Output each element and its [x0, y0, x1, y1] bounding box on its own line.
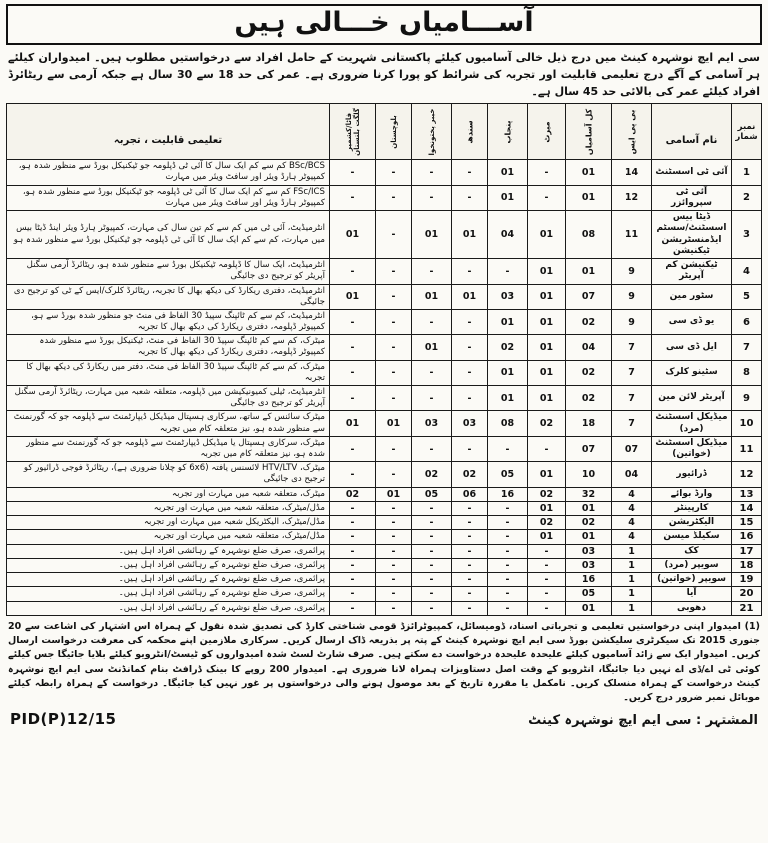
cell-kpk: - — [412, 360, 452, 385]
cell-serial: 17 — [732, 544, 762, 558]
cell-fata: - — [330, 462, 376, 487]
notes-paragraph: (1) امیدوار اپنی درخواستیں تعلیمی و تجرباتی اسناد، ڈومیسائل، کمپیوٹرائزڈ قومی شناختی کارڈ کی تصدیق شدہ نقول کے ہمراہ اس اشتہار کی اشاعت سے 20 جنوری 2015 تک سیکرٹری سلیکشن بورڈ سی ایم ایچ نوشہرہ کینٹ کے پتہ پر بذریعہ ڈاک ارسال کریں۔ سرکاری ملازمین اپنے محکمہ کی معرفت درخواست ارسال کریں۔ امیدوار ایک سے زائد آسامیوں کیلئے علیحدہ علیحدہ درخواست دے سکتے ہیں۔ صرف شارٹ لسٹ شدہ امیدواروں کو ٹیسٹ/انٹرویو کیلئے بلایا جائیگا جس کیلئے کوئی ٹی اے/ڈی اے نہیں دیا جائیگا، انٹرویو کے وقت اصل دستاویزات ہمراہ لانا ضروری ہے۔ امیدوار 200 روپے کا بینک ڈرافٹ بنام کمانڈنٹ سی ایم ایچ نوشہرہ کینٹ درخواست کے ہمراہ منسلک کریں۔ نامکمل یا مقررہ تاریخ کے بعد موصول ہونے والی درخواستوں پر غور نہیں کیا جائیگا۔ درخواست کے ہمراہ رابطہ کیلئے موبائل نمبر ضرور درج کریں۔ — [8, 620, 760, 704]
cell-qualification: میٹرک، کم سے کم ٹائپنگ سپیڈ 30 الفاظ فی منٹ، دفتر میں ریکارڈ کی دیکھ بھال کا تجربہ — [7, 360, 330, 385]
table-row — [7, 335, 762, 360]
cell-total-posts: 02 — [566, 360, 612, 385]
footer — [6, 707, 762, 728]
cell-sindh: - — [452, 516, 488, 530]
advertiser-label: المشتہر : سی ایم ایچ نوشہرہ کینٹ — [528, 713, 758, 729]
cell-balochistan: - — [376, 211, 412, 259]
cell-bps: 1 — [612, 558, 652, 572]
cell-merit: - — [528, 573, 566, 587]
cell-sindh: - — [452, 601, 488, 615]
cell-qualification: انٹرمیڈیٹ، آئی ٹی میں کم سے کم تین سال کی مہارت، کمپیوٹر ہارڈ ویئر اینڈ ڈیٹا بیس میں مہارت، کم سے کم ایک سال کا آئی ٹی ڈپلومہ جو ٹیکنیکل بورڈ سے منظور شدہ ہو — [7, 211, 330, 259]
cell-bps: 7 — [612, 385, 652, 410]
cell-post-name: سٹینو کلرک — [652, 360, 732, 385]
cell-balochistan: - — [376, 385, 412, 410]
cell-bps: 4 — [612, 530, 652, 544]
cell-sindh: - — [452, 573, 488, 587]
table-row — [7, 487, 762, 501]
cell-sindh: 02 — [452, 462, 488, 487]
cell-total-posts: 01 — [566, 185, 612, 211]
cell-qualification: BSc/BCS کم سے کم ایک سال کا آئی ٹی ڈپلومہ جو ٹیکنیکل بورڈ سے منظور شدہ ہو، کمپیوٹر ہارڈ ویئر اور سافٹ ویئر میں مہارت — [7, 160, 330, 185]
cell-balochistan: 01 — [376, 487, 412, 501]
cell-sindh: - — [452, 558, 488, 572]
cell-fata: - — [330, 259, 376, 285]
cell-total-posts: 01 — [566, 530, 612, 544]
cell-punjab: - — [488, 501, 528, 515]
cell-qualification: میٹرک، کم سے کم ٹائپنگ سپیڈ 30 الفاظ فی منٹ، ٹیکنیکل بورڈ سے منظور شدہ کمپیوٹر ڈپلومہ، دفتری ریکارڈ کی دیکھ بھال کا تجربہ — [7, 335, 330, 360]
cell-qualification: FSc/ICS کم سے کم ایک سال کا آئی ٹی ڈپلومہ جو ٹیکنیکل بورڈ سے منظور شدہ ہو، کمپیوٹر ہارڈ ویئر اور سافٹ ویئر میں مہارت — [7, 185, 330, 211]
cell-qualification: انٹرمیڈیٹ، کم سے کم ٹائپنگ سپیڈ 30 الفاظ فی منٹ جو منظور شدہ بورڈ سے ہو، کمپیوٹر ڈپلومہ، دفتری ریکارڈ کی دیکھ بھال کا تجربہ — [7, 309, 330, 334]
cell-bps: 7 — [612, 335, 652, 360]
cell-sindh: - — [452, 544, 488, 558]
cell-kpk: - — [412, 501, 452, 515]
cell-post-name: میڈیکل اسسٹنٹ (خواتین) — [652, 436, 732, 462]
cell-merit: 01 — [528, 211, 566, 259]
cell-post-name: سکیلڈ میسن — [652, 530, 732, 544]
cell-fata: - — [330, 601, 376, 615]
cell-merit: - — [528, 587, 566, 601]
cell-kpk: - — [412, 385, 452, 410]
cell-kpk: 01 — [412, 284, 452, 309]
title-box — [6, 4, 762, 45]
cell-total-posts: 02 — [566, 309, 612, 334]
cell-fata: - — [330, 544, 376, 558]
cell-bps: 4 — [612, 487, 652, 501]
cell-balochistan: - — [376, 501, 412, 515]
cell-fata: - — [330, 530, 376, 544]
cell-qualification: میٹرک، متعلقہ شعبہ میں مہارت اور تجربہ — [7, 487, 330, 501]
cell-sindh: - — [452, 501, 488, 515]
cell-kpk: 05 — [412, 487, 452, 501]
cell-sindh: - — [452, 160, 488, 185]
cell-merit: 01 — [528, 462, 566, 487]
cell-balochistan: - — [376, 558, 412, 572]
cell-serial: 20 — [732, 587, 762, 601]
cell-kpk: 01 — [412, 335, 452, 360]
cell-serial: 10 — [732, 411, 762, 437]
cell-fata: 01 — [330, 211, 376, 259]
cell-bps: 07 — [612, 436, 652, 462]
cell-sindh: - — [452, 385, 488, 410]
cell-post-name: یو ڈی سی — [652, 309, 732, 334]
cell-balochistan: - — [376, 587, 412, 601]
cell-serial: 8 — [732, 360, 762, 385]
cell-bps: 14 — [612, 160, 652, 185]
table-row — [7, 573, 762, 587]
cell-post-name: سویپر (خواتین) — [652, 573, 732, 587]
cell-fata: - — [330, 385, 376, 410]
cell-sindh: - — [452, 185, 488, 211]
cell-post-name: ایل ڈی سی — [652, 335, 732, 360]
table-header-row — [7, 104, 762, 160]
cell-fata: - — [330, 573, 376, 587]
cell-merit: - — [528, 558, 566, 572]
cell-post-name: کک — [652, 544, 732, 558]
cell-kpk: 02 — [412, 462, 452, 487]
cell-total-posts: 01 — [566, 160, 612, 185]
cell-qualification: پرائمری، صرف ضلع نوشہرہ کے رہائشی افراد اہل ہیں۔ — [7, 558, 330, 572]
cell-total-posts: 08 — [566, 211, 612, 259]
table-row — [7, 360, 762, 385]
intro-paragraph: سی ایم ایچ نوشہرہ کینٹ میں درج ذیل خالی آسامیوں کیلئے پاکستانی شہریت کے حامل افراد سے درخواستیں مطلوب ہیں۔ امیدواران کیلئے ہر آسامی کے آگے درج تعلیمی قابلیت اور تجربہ کی شرائط کو پورا کرنا ضروری ہے۔ عمر کی حد 18 سے 30 سال ہے جبکہ آرمی سے ریٹائرڈ افراد کیلئے عمر کی بالائی حد 45 سال ہے۔ — [8, 51, 761, 99]
cell-qualification: پرائمری، صرف ضلع نوشہرہ کے رہائشی افراد اہل ہیں۔ — [7, 587, 330, 601]
cell-bps: 9 — [612, 284, 652, 309]
cell-bps: 1 — [612, 544, 652, 558]
cell-balochistan: - — [376, 284, 412, 309]
cell-serial: 13 — [732, 487, 762, 501]
cell-punjab: - — [488, 516, 528, 530]
cell-balochistan: - — [376, 259, 412, 285]
header-sindh: سندھ — [452, 104, 488, 160]
cell-serial: 12 — [732, 462, 762, 487]
cell-total-posts: 01 — [566, 601, 612, 615]
cell-total-posts: 32 — [566, 487, 612, 501]
cell-fata: - — [330, 360, 376, 385]
cell-merit: - — [528, 601, 566, 615]
pid-number: PID(P)12/15 — [10, 710, 117, 729]
table-row — [7, 558, 762, 572]
cell-sindh: - — [452, 309, 488, 334]
cell-bps: 1 — [612, 587, 652, 601]
table-row — [7, 544, 762, 558]
cell-total-posts: 16 — [566, 573, 612, 587]
cell-post-name: آیا — [652, 587, 732, 601]
cell-total-posts: 01 — [566, 501, 612, 515]
cell-qualification: میٹرک، سرکاری ہسپتال یا میڈیکل ڈیپارٹمنٹ سے ڈپلومہ جو کہ گورنمنٹ سے منظور شدہ ہو، نیز متعلقہ کام میں تجربہ — [7, 436, 330, 462]
cell-post-name: ڈیٹا بیس اسسٹنٹ/سسٹم ایڈمنسٹریشن ٹیکنیشن — [652, 211, 732, 259]
cell-balochistan: - — [376, 516, 412, 530]
cell-merit: 01 — [528, 284, 566, 309]
cell-merit: 01 — [528, 360, 566, 385]
cell-kpk: - — [412, 185, 452, 211]
cell-qualification: انٹرمیڈیٹ، ٹیلی کمیونیکیشن میں ڈپلومہ، متعلقہ شعبہ میں مہارت، ریٹائرڈ آرمی سگنل آپریٹر کو ترجیح دی جائیگی — [7, 385, 330, 410]
cell-fata: - — [330, 185, 376, 211]
cell-punjab: - — [488, 558, 528, 572]
table-row — [7, 284, 762, 309]
cell-kpk: - — [412, 259, 452, 285]
cell-balochistan: - — [376, 185, 412, 211]
cell-serial: 15 — [732, 516, 762, 530]
table-row — [7, 587, 762, 601]
cell-punjab: - — [488, 530, 528, 544]
cell-punjab: 03 — [488, 284, 528, 309]
cell-sindh: - — [452, 360, 488, 385]
table-row — [7, 436, 762, 462]
cell-kpk: - — [412, 573, 452, 587]
cell-total-posts: 02 — [566, 516, 612, 530]
table-row — [7, 411, 762, 437]
cell-balochistan: - — [376, 335, 412, 360]
table-row — [7, 385, 762, 410]
cell-balochistan: - — [376, 601, 412, 615]
cell-post-name: کارپینٹر — [652, 501, 732, 515]
cell-sindh: - — [452, 335, 488, 360]
cell-post-name: آپریٹر لائن مین — [652, 385, 732, 410]
cell-qualification: انٹرمیڈیٹ، ایک سال کا ڈپلومہ ٹیکنیکل بورڈ سے منظور شدہ ہو، ریٹائرڈ آرمی سگنل آپریٹر کو ترجیح دی جائیگی — [7, 259, 330, 285]
cell-kpk: - — [412, 436, 452, 462]
table-row — [7, 259, 762, 285]
cell-merit: 02 — [528, 487, 566, 501]
cell-balochistan: - — [376, 360, 412, 385]
cell-kpk: - — [412, 530, 452, 544]
cell-balochistan: - — [376, 530, 412, 544]
cell-kpk: - — [412, 160, 452, 185]
cell-punjab: - — [488, 587, 528, 601]
cell-bps: 1 — [612, 601, 652, 615]
header-total-posts: کل آسامیاں — [566, 104, 612, 160]
cell-post-name: آئی ٹی سپروائزر — [652, 185, 732, 211]
cell-balochistan: - — [376, 544, 412, 558]
cell-bps: 4 — [612, 501, 652, 515]
cell-qualification: مڈل/میٹرک، متعلقہ شعبہ میں مہارت اور تجربہ — [7, 501, 330, 515]
cell-qualification: میٹرک، HTV/LTV لائسنس یافتہ (6x6 کو چلانا ضروری ہے)، ریٹائرڈ فوجی ڈرائیور کو ترجیح دی جائیگی — [7, 462, 330, 487]
cell-punjab: - — [488, 544, 528, 558]
cell-bps: 04 — [612, 462, 652, 487]
cell-serial: 21 — [732, 601, 762, 615]
cell-bps: 9 — [612, 259, 652, 285]
cell-kpk: - — [412, 601, 452, 615]
cell-qualification: مڈل/میٹرک، متعلقہ شعبہ میں مہارت اور تجربہ — [7, 530, 330, 544]
cell-merit: 01 — [528, 385, 566, 410]
table-row — [7, 501, 762, 515]
table-row — [7, 530, 762, 544]
cell-kpk: - — [412, 544, 452, 558]
cell-serial: 5 — [732, 284, 762, 309]
cell-qualification: پرائمری، صرف ضلع نوشہرہ کے رہائشی افراد اہل ہیں۔ — [7, 573, 330, 587]
table-row — [7, 601, 762, 615]
table-row — [7, 516, 762, 530]
cell-punjab: - — [488, 436, 528, 462]
cell-bps: 12 — [612, 185, 652, 211]
cell-fata: - — [330, 309, 376, 334]
page-title: آســـامیاں خـــالی ہیں — [234, 7, 534, 38]
cell-fata: 01 — [330, 284, 376, 309]
cell-punjab: - — [488, 573, 528, 587]
cell-balochistan: - — [376, 436, 412, 462]
cell-balochistan: - — [376, 462, 412, 487]
cell-serial: 14 — [732, 501, 762, 515]
cell-punjab: - — [488, 601, 528, 615]
vacancies-table — [6, 103, 762, 616]
cell-total-posts: 01 — [566, 259, 612, 285]
cell-sindh: 06 — [452, 487, 488, 501]
cell-sindh: 03 — [452, 411, 488, 437]
cell-post-name: دھوبی — [652, 601, 732, 615]
cell-punjab: 05 — [488, 462, 528, 487]
cell-post-name: سٹور مین — [652, 284, 732, 309]
cell-merit: - — [528, 544, 566, 558]
cell-serial: 9 — [732, 385, 762, 410]
cell-qualification: پرائمری، صرف ضلع نوشہرہ کے رہائشی افراد اہل ہیں۔ — [7, 544, 330, 558]
cell-bps: 9 — [612, 309, 652, 334]
cell-total-posts: 03 — [566, 544, 612, 558]
cell-punjab: 01 — [488, 185, 528, 211]
cell-balochistan: - — [376, 573, 412, 587]
header-balochistan: بلوچستان — [376, 104, 412, 160]
cell-balochistan: - — [376, 309, 412, 334]
cell-fata: 02 — [330, 487, 376, 501]
cell-post-name: الیکٹریشن — [652, 516, 732, 530]
header-merit: میرٹ — [528, 104, 566, 160]
header-qualification: تعلیمی قابلیت ، تجربہ — [7, 104, 330, 160]
cell-sindh: - — [452, 259, 488, 285]
cell-merit: 01 — [528, 309, 566, 334]
cell-punjab: 16 — [488, 487, 528, 501]
cell-punjab: - — [488, 259, 528, 285]
cell-merit: - — [528, 185, 566, 211]
cell-serial: 7 — [732, 335, 762, 360]
cell-punjab: 04 — [488, 211, 528, 259]
cell-punjab: 01 — [488, 385, 528, 410]
cell-merit: 01 — [528, 501, 566, 515]
header-post-name: نام آسامی — [652, 104, 732, 160]
cell-punjab: 08 — [488, 411, 528, 437]
cell-qualification: پرائمری، صرف ضلع نوشہرہ کے رہائشی افراد اہل ہیں۔ — [7, 601, 330, 615]
cell-sindh: - — [452, 587, 488, 601]
header-bps: بی پی ایس — [612, 104, 652, 160]
cell-qualification: انٹرمیڈیٹ، دفتری ریکارڈ کی دیکھ بھال کا تجربہ، ریٹائرڈ کلرک/ایس کے ٹی کو ترجیح دی جائیگی — [7, 284, 330, 309]
cell-fata: - — [330, 335, 376, 360]
cell-post-name: آئی ٹی اسسٹنٹ — [652, 160, 732, 185]
cell-serial: 1 — [732, 160, 762, 185]
header-punjab: پنجاب — [488, 104, 528, 160]
cell-qualification: مڈل/میٹرک، الیکٹریکل شعبہ میں مہارت اور تجربہ — [7, 516, 330, 530]
cell-balochistan: - — [376, 160, 412, 185]
cell-merit: 01 — [528, 530, 566, 544]
cell-serial: 18 — [732, 558, 762, 572]
cell-fata: - — [330, 501, 376, 515]
table-row — [7, 185, 762, 211]
cell-post-name: ٹیکنیشن کم آپریٹر — [652, 259, 732, 285]
cell-kpk: 03 — [412, 411, 452, 437]
cell-fata: - — [330, 436, 376, 462]
cell-merit: 02 — [528, 516, 566, 530]
cell-sindh: - — [452, 436, 488, 462]
cell-total-posts: 02 — [566, 385, 612, 410]
cell-merit: - — [528, 436, 566, 462]
cell-qualification: میٹرک سائنس کے ساتھ، سرکاری ہسپتال میڈیکل ڈیپارٹمنٹ سے ڈپلومہ جو کہ گورنمنٹ سے منظور شدہ ہو، نیز متعلقہ کام میں تجربہ — [7, 411, 330, 437]
cell-serial: 4 — [732, 259, 762, 285]
cell-merit: 02 — [528, 411, 566, 437]
header-serial: نمبر شمار — [732, 104, 762, 160]
cell-fata: - — [330, 558, 376, 572]
cell-bps: 7 — [612, 411, 652, 437]
cell-sindh: 01 — [452, 211, 488, 259]
header-fata-kashmir-gb: فاٹا/کشمیر گلگت بلتستان — [330, 104, 376, 160]
cell-serial: 16 — [732, 530, 762, 544]
cell-total-posts: 03 — [566, 558, 612, 572]
cell-total-posts: 07 — [566, 284, 612, 309]
cell-bps: 4 — [612, 516, 652, 530]
cell-serial: 11 — [732, 436, 762, 462]
cell-punjab: 02 — [488, 335, 528, 360]
cell-post-name: سویپر (مرد) — [652, 558, 732, 572]
cell-balochistan: 01 — [376, 411, 412, 437]
cell-post-name: وارڈ بوائے — [652, 487, 732, 501]
cell-sindh: 01 — [452, 284, 488, 309]
table-row — [7, 211, 762, 259]
cell-serial: 19 — [732, 573, 762, 587]
cell-fata: - — [330, 587, 376, 601]
cell-fata: - — [330, 516, 376, 530]
cell-kpk: 01 — [412, 211, 452, 259]
cell-serial: 6 — [732, 309, 762, 334]
cell-merit: 01 — [528, 259, 566, 285]
cell-total-posts: 07 — [566, 436, 612, 462]
table-row — [7, 309, 762, 334]
cell-merit: 01 — [528, 335, 566, 360]
cell-merit: - — [528, 160, 566, 185]
cell-punjab: 01 — [488, 360, 528, 385]
cell-total-posts: 18 — [566, 411, 612, 437]
cell-post-name: ڈرائیور — [652, 462, 732, 487]
cell-punjab: 01 — [488, 309, 528, 334]
cell-total-posts: 05 — [566, 587, 612, 601]
cell-fata: - — [330, 160, 376, 185]
cell-kpk: - — [412, 587, 452, 601]
cell-kpk: - — [412, 516, 452, 530]
header-kpk: خیبر پختونخوا — [412, 104, 452, 160]
cell-bps: 7 — [612, 360, 652, 385]
table-row — [7, 462, 762, 487]
cell-punjab: 01 — [488, 160, 528, 185]
cell-post-name: میڈیکل اسسٹنٹ (مرد) — [652, 411, 732, 437]
cell-bps: 1 — [612, 573, 652, 587]
cell-kpk: - — [412, 558, 452, 572]
cell-kpk: - — [412, 309, 452, 334]
cell-serial: 3 — [732, 211, 762, 259]
cell-bps: 11 — [612, 211, 652, 259]
cell-fata: 01 — [330, 411, 376, 437]
cell-total-posts: 04 — [566, 335, 612, 360]
cell-total-posts: 10 — [566, 462, 612, 487]
cell-sindh: - — [452, 530, 488, 544]
table-row — [7, 160, 762, 185]
cell-serial: 2 — [732, 185, 762, 211]
